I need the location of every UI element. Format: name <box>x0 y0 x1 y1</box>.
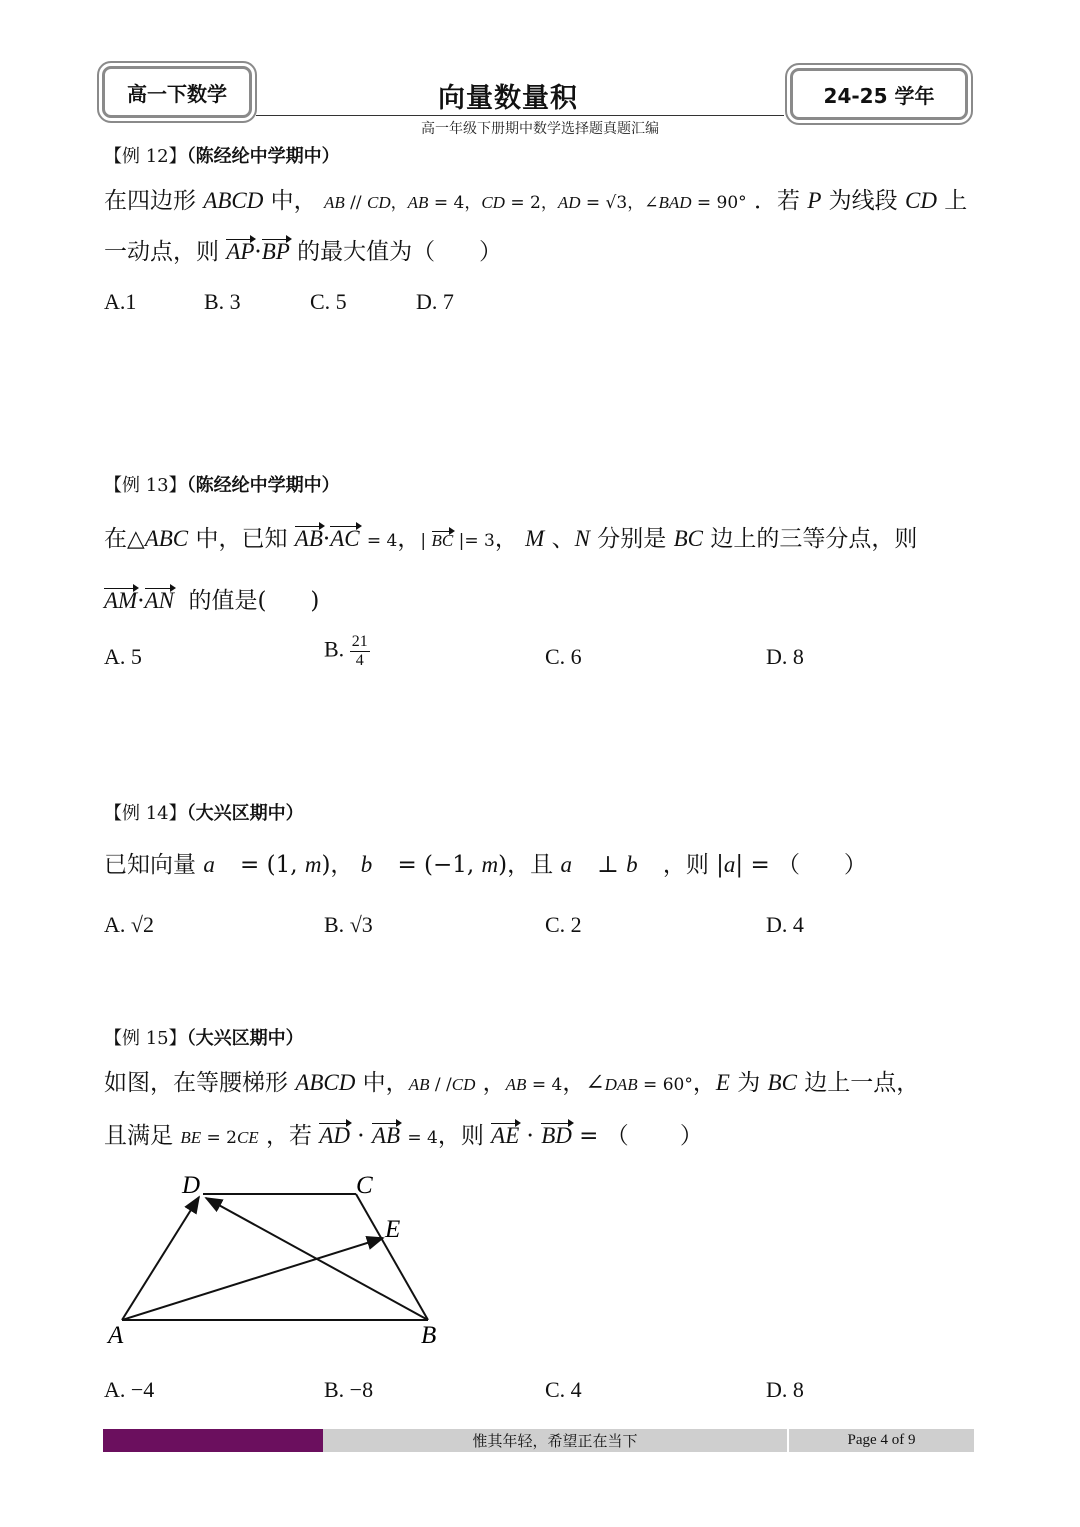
example-15-option-a[interactable]: A. −4 <box>104 1377 155 1402</box>
footer-accent-bar <box>103 1429 323 1452</box>
example-12-option-d[interactable]: D. 7 <box>416 289 454 314</box>
example-13-question-line-1: 在△ABC 中，已知 AB·AC = 4，| BC |= 3， M 、N 分别是 BC 边上的三等分点，则 <box>104 526 918 552</box>
example-13-option-b[interactable]: B. $\frac{21}{4}$ <box>324 633 368 669</box>
footer-motto: 惟其年轻，希望正在当下 <box>472 1432 638 1450</box>
point-e-label: E <box>385 1216 401 1243</box>
example-15-option-b[interactable]: B. −8 <box>324 1377 374 1402</box>
example-12-question-line-2: 一动点，则 AP·BP 的最大值为（ ） <box>104 239 503 265</box>
example-13-option-a[interactable]: A. 5 <box>104 644 142 669</box>
example-15-question-line-2: 且满足 BE = 2CE ，若 AD · AB = 4，则 AE · BD = （ ） <box>104 1123 703 1149</box>
point-b-label: B <box>421 1322 437 1349</box>
page-subtitle: 高一年级下册期中数学选择题真题汇编 <box>421 121 659 137</box>
example-12-question-line-1: 在四边形 ABCD 中， AB // CD，AB = 4，CD = 2，AD = √3，∠BAD = 90° ．若 P 为线段 CD 上 <box>104 188 968 214</box>
example-12-option-c[interactable]: C. 5 <box>310 289 347 314</box>
example-12-option-a[interactable]: A.1 <box>104 289 137 314</box>
example-14-option-d[interactable]: D. 4 <box>766 912 804 937</box>
example-14-option-c[interactable]: C. 2 <box>545 912 582 937</box>
header-year: 24-25 学年 <box>823 83 935 108</box>
example-15-option-d[interactable]: D. 8 <box>766 1377 804 1402</box>
header-year-box <box>790 68 968 120</box>
example-14-option-b[interactable]: B. √3 <box>324 912 373 937</box>
header-rule <box>256 115 784 116</box>
point-c-label: C <box>356 1172 373 1199</box>
example-13-question-line-2: AM·AN 的值是( ) <box>104 588 320 614</box>
example-15-label: 【例 15】（大兴区期中） <box>104 1028 304 1049</box>
point-d-label: D <box>182 1172 201 1199</box>
example-13-option-c[interactable]: C. 6 <box>545 644 582 669</box>
example-14-label: 【例 14】（大兴区期中） <box>104 803 304 824</box>
page-title: 向量数量积 <box>438 83 578 114</box>
example-13-label: 【例 13】（陈经纶中学期中） <box>104 475 340 496</box>
vector-ae <box>122 1238 383 1320</box>
example-13-option-d[interactable]: D. 8 <box>766 644 804 669</box>
vector-ad <box>122 1197 199 1320</box>
point-a-label: A <box>108 1322 124 1349</box>
trapezoid-figure <box>100 1165 460 1355</box>
example-15-question-line-1: 如图，在等腰梯形 ABCD 中，AB / /CD ，AB = 4，∠DAB = 60°，E 为 BC 边上一点， <box>104 1070 920 1096</box>
example-12-option-b[interactable]: B. 3 <box>204 289 241 314</box>
example-12-label: 【例 12】（陈经纶中学期中） <box>104 146 340 167</box>
fraction-21-over-4: $\frac{21}{4}$ <box>351 633 368 669</box>
example-15-option-c[interactable]: C. 4 <box>545 1377 582 1402</box>
header-subject: 高一下数学 <box>127 81 227 106</box>
footer-page-number: Page 4 of 9 <box>847 1432 916 1448</box>
example-14-question: 已知向量 a⃗ = (1, m)， b⃗ = (−1, m)，且 a⃗ ⊥ b⃗ ，则 |a| = （ ） <box>104 852 867 878</box>
example-14-option-a[interactable]: A. √2 <box>104 912 154 937</box>
